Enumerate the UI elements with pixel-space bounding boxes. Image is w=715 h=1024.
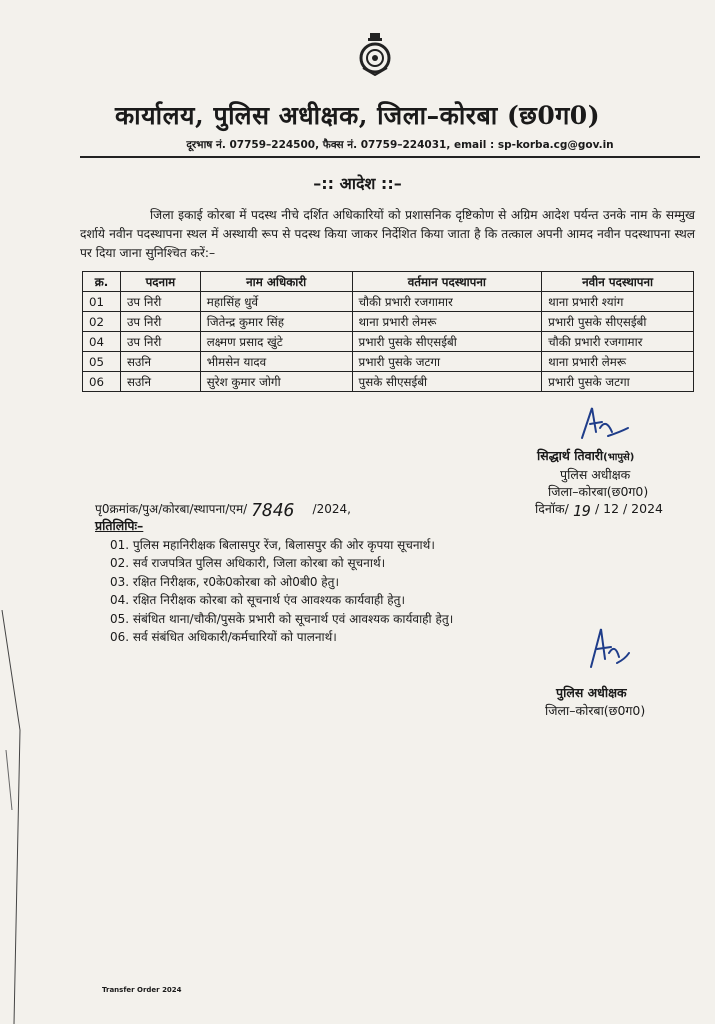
reference-handwritten-number: 7846 <box>251 500 295 521</box>
cell-serial: 02 <box>83 312 121 332</box>
cell-designation: सउनि <box>120 372 200 392</box>
cell-current-posting: प्रभारी पुसके जटगा <box>352 352 542 372</box>
police-emblem-icon <box>358 32 392 76</box>
cell-officer-name: सुरेश कुमार जोगी <box>200 372 352 392</box>
signatory-service: (भापुसे) <box>603 452 635 463</box>
table-header-row <box>83 272 694 292</box>
cell-officer-name: लक्ष्मण प्रसाद खुंटे <box>200 332 352 352</box>
signatory-name <box>537 447 634 464</box>
table-row <box>83 372 694 392</box>
handwritten-signature-icon <box>572 402 632 444</box>
header-divider <box>80 156 700 158</box>
cell-current-posting: चौकी प्रभारी रजगामार <box>352 292 542 312</box>
col-header-current-posting: वर्तमान पदस्थापना <box>352 272 542 292</box>
signatory-name-text: सिद्धार्थ तिवारी <box>537 448 604 463</box>
col-header-serial: क्र. <box>83 272 121 292</box>
copy-to-heading: प्रतिलिपिः– <box>95 518 144 533</box>
second-signatory-district: जिला–कोरबा(छ0ग0) <box>545 703 646 718</box>
cell-designation: उप निरी <box>120 292 200 312</box>
date-prefix: दिनॉक/ <box>535 501 569 516</box>
cell-serial: 04 <box>83 332 121 352</box>
office-title: कार्यालय, पुलिस अधीक्षक, जिला–कोरबा (छ0ग0) <box>114 101 601 130</box>
handwritten-signature-icon <box>583 623 633 673</box>
list-item: 04. रक्षित निरीक्षक कोरबा को सूचनार्थ एंव आवश्यक कार्यवाही हेतु। <box>110 593 405 608</box>
cell-current-posting: प्रभारी पुसके सीएसईबी <box>352 332 542 352</box>
contact-details: दूरभाष नं. 07759–224500, फैक्स नं. 07759–224031, email : sp-korba.cg@gov.in <box>186 139 614 151</box>
table-row <box>83 292 694 312</box>
cell-new-posting: थाना प्रभारी लेमरू <box>542 352 694 372</box>
list-item: 05. संबंधित थाना/चौकी/पुसके प्रभारी को सूचनार्थ एवं आवश्यक कार्यवाही हेतु। <box>110 611 454 626</box>
underlying-page-edge <box>0 610 22 1024</box>
date-rest: / 12 / 2024 <box>594 501 663 516</box>
reference-prefix: पृ0क्रमांक/पुअ/कोरबा/स्थापना/एम/ <box>95 502 248 516</box>
footer-tag: Transfer Order 2024 <box>102 986 182 994</box>
copy-to-list <box>110 536 453 646</box>
table-row <box>83 352 694 372</box>
cell-new-posting: चौकी प्रभारी रजगामार <box>542 332 694 352</box>
list-item: 03. रक्षित निरीक्षक, र0के0कोरबा को ओ0बी0 हेतु। <box>110 574 340 589</box>
transfer-table <box>82 271 694 392</box>
signatory-district: जिला–कोरबा(छ0ग0) <box>548 484 649 499</box>
col-header-designation: पदनाम <box>120 272 200 292</box>
second-signatory-designation: पुलिस अधीक्षक <box>556 685 627 700</box>
cell-current-posting: थाना प्रभारी लेमरू <box>352 312 542 332</box>
cell-officer-name: महासिंह धुर्वे <box>200 292 352 312</box>
list-item: 06. सर्व संबंधित अधिकारी/कर्मचारियों को पालनार्थ। <box>110 630 337 645</box>
table-row <box>83 312 694 332</box>
order-heading: –:: आदेश ::– <box>313 174 402 193</box>
signatory-designation: पुलिस अधीक्षक <box>560 467 631 482</box>
list-item: 02. सर्व राजपत्रित पुलिस अधिकारी, जिला कोरबा को सूचनार्थ। <box>110 556 386 571</box>
list-item: 01. पुलिस महानिरीक्षक बिलासपुर रेंज, बिलासपुर की ओर कृपया सूचनार्थ। <box>110 538 435 552</box>
reference-year: /2024, <box>312 502 351 516</box>
cell-serial: 06 <box>83 372 121 392</box>
cell-officer-name: भीमसेन यादव <box>200 352 352 372</box>
cell-new-posting: प्रभारी पुसके जटगा <box>542 372 694 392</box>
col-header-officer-name: नाम अधिकारी <box>200 272 352 292</box>
cell-designation: सउनि <box>120 352 200 372</box>
cell-designation: उप निरी <box>120 332 200 352</box>
order-intro: जिला इकाई कोरबा में पदस्थ नीचे दर्शित अधिकारियों को प्रशासनिक दृष्टिकोण से अग्रिम आदेश पर्यन्त उनके नाम के सम्मुख दर्शाये नवीन पदस्थापना स्थल में अस्थायी रूप से पदस्थ किया जाकर निर्देशित किया जाता है कि तत्काल अपनी आमद नवीन पदस्थापना स्थल पर दिया जाना सुनिश्चित करें:– <box>80 208 695 260</box>
cell-designation: उप निरी <box>120 312 200 332</box>
cell-new-posting: प्रभारी पुसके सीएसईबी <box>542 312 694 332</box>
date-handwritten-day: 19 <box>572 502 591 520</box>
cell-serial: 01 <box>83 292 121 312</box>
cell-serial: 05 <box>83 352 121 372</box>
cell-officer-name: जितेन्द्र कुमार सिंह <box>200 312 352 332</box>
order-date <box>535 500 663 520</box>
cell-current-posting: पुसके सीएसईबी <box>352 372 542 392</box>
cell-new-posting: थाना प्रभारी श्यांग <box>542 292 694 312</box>
table-row <box>83 332 694 352</box>
col-header-new-posting: नवीन पदस्थापना <box>542 272 694 292</box>
